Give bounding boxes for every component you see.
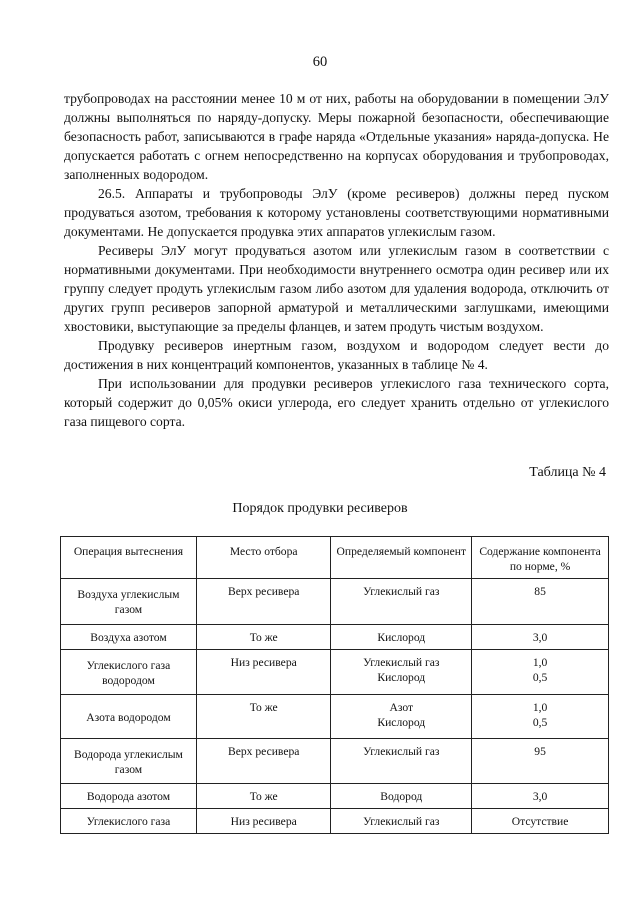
body-text [64, 89, 609, 431]
value-text: 95 [534, 745, 546, 758]
component-cell [331, 695, 472, 739]
table-row [61, 809, 609, 834]
component-text: Углекислый газ [363, 815, 440, 828]
component-text: Углекислый газ [363, 745, 440, 758]
value-text: Отсутствие [511, 815, 569, 828]
table-row [61, 650, 609, 695]
value-text: 3,0 [532, 631, 548, 644]
table-row [61, 695, 609, 739]
component-text: Кислород [377, 671, 426, 684]
component-cell [331, 809, 472, 834]
component-text: Кислород [377, 631, 426, 644]
header-cell: Место отбора [196, 537, 331, 579]
value-cell [472, 739, 609, 784]
table-row [61, 579, 609, 625]
header-cell: Операция вытеснения [61, 537, 197, 579]
place-cell: То же [196, 784, 331, 809]
value-cell [472, 784, 609, 809]
paragraph: При использовании для продувки ресиверов углекислого газа технического сорта, который содержит до 0,05% окиси углерода, его следует хранить отдельно от углекислого газа пищевого сорта. [64, 376, 609, 429]
table-row [61, 625, 609, 650]
place-cell: Верх ресивера [196, 739, 331, 784]
header-cell: Содержание компонента по норме, % [472, 537, 609, 579]
header-cell: Определяемый компонент [331, 537, 472, 579]
place-cell: То же [196, 625, 331, 650]
value-cell [472, 579, 609, 625]
component-text: Углекислый газ [363, 656, 440, 669]
operation-cell: Углекислого газа [61, 809, 197, 834]
component-cell [331, 579, 472, 625]
table-header-row [61, 537, 609, 579]
operation-cell: Водорода азотом [61, 784, 197, 809]
operation-cell: Водорода углекислым газом [61, 739, 197, 784]
value-text: 1,0 [532, 656, 548, 669]
component-text: Азот [389, 701, 414, 714]
place-cell: Низ ресивера [196, 809, 331, 834]
component-text: Кислород [377, 716, 426, 729]
table-row [61, 739, 609, 784]
component-text: Углекислый газ [363, 585, 440, 598]
value-text: 3,0 [532, 790, 548, 803]
purge-table [60, 536, 609, 834]
table-title: Порядок продувки ресиверов [232, 501, 408, 516]
value-text: 0,5 [532, 671, 548, 684]
table-number: Таблица № 4 [529, 465, 606, 480]
value-text: 0,5 [532, 716, 548, 729]
component-cell [331, 650, 472, 695]
table-row [61, 784, 609, 809]
operation-cell: Азота водородом [61, 695, 197, 739]
component-text: Водород [380, 790, 423, 803]
value-text: 1,0 [532, 701, 548, 714]
operation-cell: Углекислого газа водородом [61, 650, 197, 695]
component-cell [331, 625, 472, 650]
paragraph: 26.5. Аппараты и трубопроводы ЭлУ (кроме ресиверов) должны перед пуском продуваться азотом, требования к которому установлены соответствующими нормативными документами. Не допускается продувка этих аппаратов углекислым газом. [64, 186, 609, 239]
value-cell [472, 650, 609, 695]
paragraph: Ресиверы ЭлУ могут продуваться азотом или углекислым газом в соответствии с нормативными документами. При необходимости внутреннего осмотра один ресивер или их группу следует продуть углекислым газом либо азотом для удаления водорода, отключить от других групп ресиверов запорной арматурой и металлическими заглушками, имеющими хвостовики, выступающие за пределы фланцев, и затем продуть чистым воздухом. [64, 243, 609, 334]
paragraph: Продувку ресиверов инертным газом, воздухом и водородом следует вести до достижения в них концентраций компонентов, указанных в таблице № 4. [64, 338, 609, 372]
value-cell [472, 695, 609, 739]
value-cell [472, 809, 609, 834]
page-number: 60 [312, 54, 328, 70]
operation-cell: Воздуха азотом [61, 625, 197, 650]
place-cell: Верх ресивера [196, 579, 331, 625]
value-text: 85 [534, 585, 546, 598]
component-cell [331, 739, 472, 784]
operation-cell: Воздуха углекислым газом [61, 579, 197, 625]
paragraph: трубопроводах на расстоянии менее 10 м от них, работы на оборудовании в помещении ЭлУ должны выполняться по наряду-допуску. Меры пожарной безопасности, обеспечивающие безопасность работ, записываются в графе наряда «Отдельные указания» наряда-допуска. Не допускается работать с огнем непосредственно на корпусах оборудования и трубопроводах, заполненных водородом. [64, 91, 609, 182]
value-cell [472, 625, 609, 650]
component-cell [331, 784, 472, 809]
place-cell: То же [196, 695, 331, 739]
place-cell: Низ ресивера [196, 650, 331, 695]
